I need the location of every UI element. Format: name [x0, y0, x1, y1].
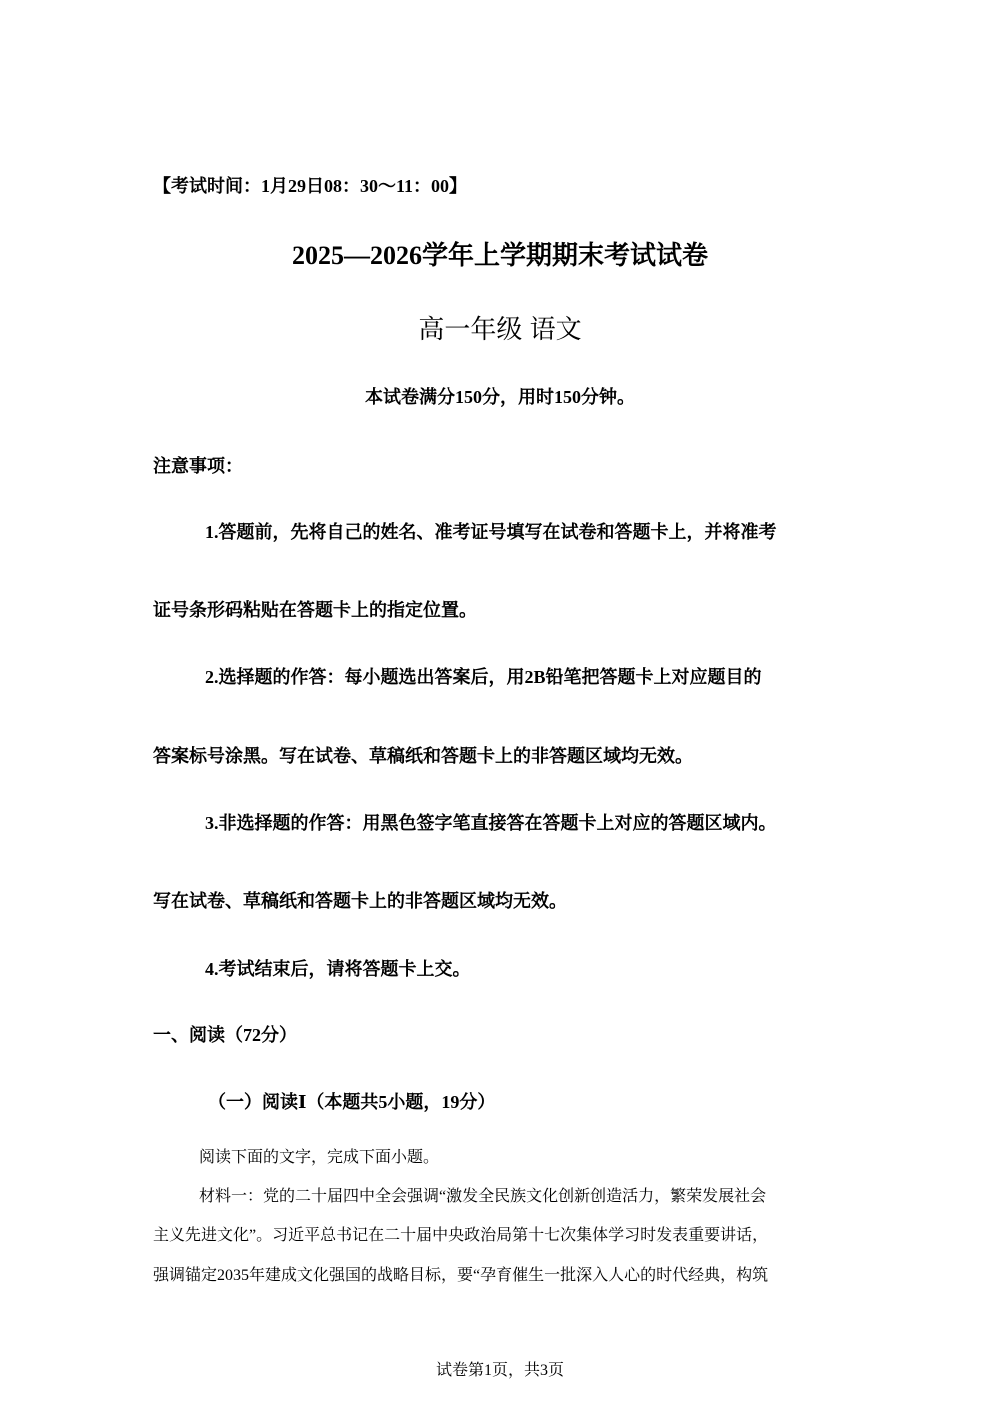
page-number: 试卷第1页，共3页: [435, 1362, 564, 1379]
passage-line: 强调锚定2035年建成文化强国的战略目标，要“孕育催生一批深入人心的时代经典，构筑: [153, 1267, 769, 1284]
passage-line: 阅读下面的文字，完成下面小题。: [199, 1149, 440, 1166]
notice-line: 4.考试结束后，请将答题卡上交。: [205, 959, 471, 979]
score-line: 本试卷满分150分，用时150分钟。: [365, 387, 635, 407]
notice-line: 写在试卷、草稿纸和答题卡上的非答题区域均无效。: [153, 891, 567, 911]
notice-line: 1.答题前，先将自己的姓名、准考证号填写在试卷和答题卡上，并将准考: [205, 522, 777, 542]
section-heading: 一、阅读（72分）: [153, 1025, 297, 1045]
section-subheading: （一）阅读Ⅰ（本题共5小题，19分）: [208, 1092, 496, 1112]
passage-line: 材料一：党的二十届四中全会强调“激发全民族文化创新创造活力，繁荣发展社会: [199, 1188, 767, 1205]
exam-title: 2025—2026学年上学期期末考试试卷: [291, 241, 708, 270]
notice-line: 证号条形码粘贴在答题卡上的指定位置。: [153, 600, 477, 620]
notice-heading: 注意事项：: [153, 456, 243, 476]
notice-line: 答案标号涂黑。写在试卷、草稿纸和答题卡上的非答题区域均无效。: [153, 746, 693, 766]
notice-line: 2.选择题的作答：每小题选出答案后，用2B铅笔把答题卡上对应题目的: [205, 667, 762, 687]
passage-line: 主义先进文化”。习近平总书记在二十届中央政治局第十七次集体学习时发表重要讲话，: [153, 1227, 769, 1244]
exam-time: 【考试时间：1月29日08：30～11：00】: [153, 176, 468, 196]
notice-line: 3.非选择题的作答：用黑色签字笔直接答在答题卡上对应的答题区域内。: [205, 813, 777, 833]
exam-subtitle: 高一年级 语文: [418, 314, 582, 344]
